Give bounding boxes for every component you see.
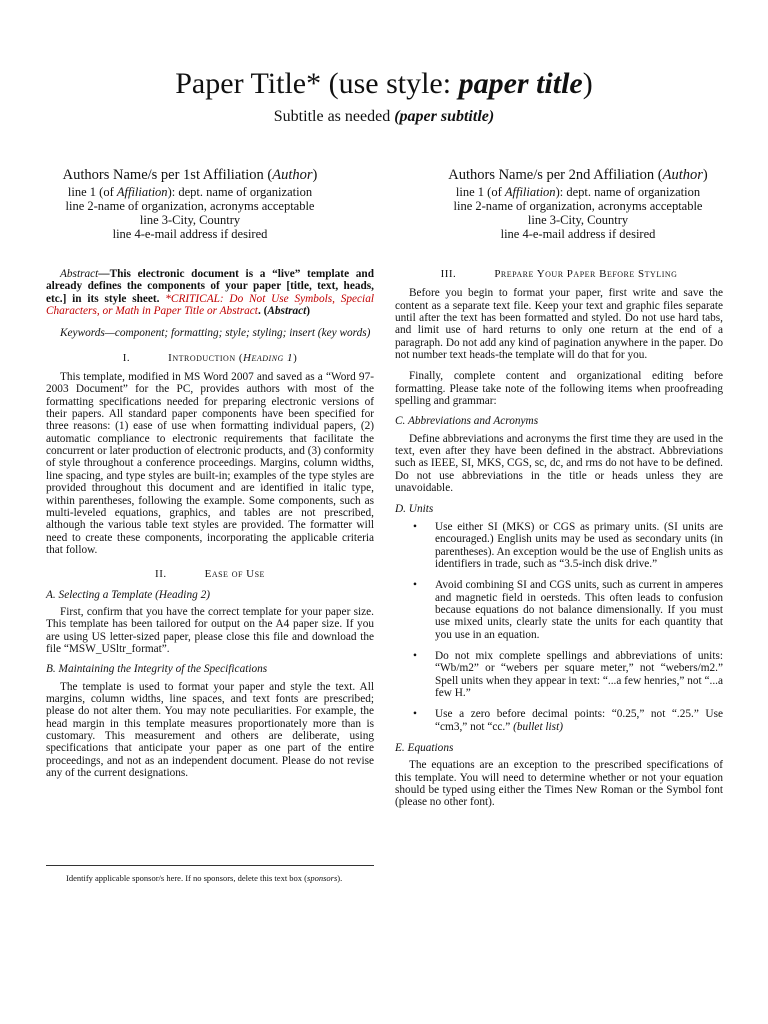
- keywords: Keywords—component; formatting; style; styling; insert (key words): [60, 327, 371, 340]
- author-block-1: [20, 166, 360, 241]
- units-bullet-list: [395, 521, 723, 733]
- section-heading-3: III. Prepare Your Paper Before Styling: [440, 268, 678, 280]
- right-column: [395, 268, 723, 809]
- section-heading-2: II. Ease of Use: [155, 568, 265, 581]
- subsection-heading-c: C. Abbreviations and Acronyms: [395, 415, 539, 428]
- left-column: [46, 268, 374, 779]
- author-line-3: line 3-City, Country: [527, 213, 629, 227]
- abbreviations-paragraph: Define abbreviations and acronyms the first time they are used in the text, even after they have been defined in the abstract. Abbreviations such as IEEE, SI, MKS, CGS, sc, dc, and rms do not have to be defined. Do not use abbreviations in the title or heads unless they are unavoidable.: [395, 432, 723, 495]
- subsection-heading-a: A. Selecting a Template (Heading 2): [46, 588, 210, 601]
- footnote-divider: [46, 865, 374, 866]
- author-block-2: [408, 166, 748, 241]
- list-item: • Avoid combining SI and CGS units, such as current in amperes and magnetic field in oersteds. This often leads to confusion because equations do not balance dimensionally. If you must use mixed units, clearly state the units for each quantity that you use in an equation.: [413, 579, 723, 641]
- author-line-2: line 2-name of organization, acronyms acceptable: [453, 199, 703, 213]
- sponsor-footnote: Identify applicable sponsor/s here. If no sponsors, delete this text box (sponsors).: [66, 873, 343, 883]
- intro-paragraph: This template, modified in MS Word 2007 and saved as a “Word 97-2003 Document” for the PC, provides authors with most of the formatting specifications needed for preparing electronic versions of their papers. All standard paper components have been specified for three reasons: (1) ease of use when formatting individual papers, (2) automatic compliance to electronic requirements that facilitate the concurrent or later production of electronic products, and (3) conformity of style throughout a conference proceedings. Margins, column widths, line spacing, and type styles are built-in; examples of the type styles are provided throughout this document and are identified in italic type, within parentheses, following the example. Some components, such as multi-leveled equations, graphics, and tables are not prescribed, although the various table text styles are provided. The formatter will need to create these components, incorporating the applicable criteria that follow.: [46, 371, 374, 556]
- prepare-paragraph-2: Finally, complete content and organizational editing before formatting. Please take note of the following items when proofreading spelling and grammar:: [395, 370, 723, 408]
- subsection-heading-e: E. Equations: [395, 742, 454, 754]
- author-name: Authors Name/s per 2nd Affiliation (Author): [448, 167, 708, 183]
- list-item: • Use a zero before decimal points: “0.25,” not “.25.” Use “cm3,” not “cc.” (bullet list): [413, 708, 723, 733]
- author-name: Authors Name/s per 1st Affiliation (Author): [62, 167, 318, 183]
- prepare-paragraph-1: Before you begin to format your paper, first write and save the content as a separate text file. Keep your text and graphic files separate until after the text has been formatted and styled. Do not use hard tabs, and limit use of hard returns to only one return at the end of a paragraph. Do not add any kind of pagination anywhere in the paper. Do not number text heads-the template will do that for you.: [395, 287, 723, 362]
- author-line-4: line 4-e-mail address if desired: [112, 227, 268, 241]
- author-line-2: line 2-name of organization, acronyms acceptable: [65, 199, 315, 213]
- list-item: • Use either SI (MKS) or CGS as primary units. (SI units are encouraged.) English units may be used as secondary units (in parentheses). An exception would be the use of English units as identifiers in trade, such as “3.5-inch disk drive.”: [413, 520, 723, 570]
- bullet-icon: •: [413, 520, 417, 533]
- paper-subtitle: [0, 107, 768, 127]
- paper-title: [0, 64, 768, 104]
- bullet-icon: •: [413, 579, 417, 592]
- bullet-icon: •: [413, 649, 417, 662]
- subsection-heading-d: D. Units: [395, 502, 434, 515]
- title-text: Paper Title* (use style:: [175, 67, 459, 100]
- abstract-critical-note: *CRITICAL: Do Not Use Symbols, Special Characters, or Math in Paper Title or Abstract: [46, 292, 374, 318]
- list-item: • Do not mix complete spellings and abbreviations of units: “Wb/m2” or “webers per square meter,” not “webers/m2.” Spell units when they appear in text: “...a few henries,” not “...a few H.”: [413, 649, 723, 699]
- subtitle-style-name: (paper subtitle): [394, 108, 495, 125]
- abstract: Abstract—This electronic document is a “live” template and already defines the components of your paper [title, text, heads, etc.] in its style sheet. *CRITICAL: Do Not Use Symbols, Special Characters, or Math in Paper Title or Abstract. (Abstract): [46, 268, 374, 318]
- subsection-heading-b: B. Maintaining the Integrity of the Specifications: [46, 663, 268, 676]
- author-line-4: line 4-e-mail address if desired: [500, 227, 656, 241]
- abstract-label: Abstract: [60, 268, 99, 280]
- bullet-icon: •: [413, 708, 417, 721]
- title-style-name: paper title: [458, 67, 583, 100]
- equations-paragraph: The equations are an exception to the prescribed specifications of this template. You will need to determine whether or not your equation should be typed using either the Times New Roman or the Symbol font (please no other font).: [395, 759, 723, 809]
- section-heading-1: I. Introduction (Heading 1): [122, 351, 298, 364]
- integrity-paragraph: The template is used to format your paper and style the text. All margins, column widths, line spaces, and text fonts are prescribed; please do not alter them. You may note peculiarities. For example, the head margin in this template measures proportionately more than is customary. This measurement and others are deliberate, using specifications that anticipate your paper as one part of the entire proceedings, and not as an independent document. Please do not revise any of the current designations.: [46, 680, 374, 780]
- template-paragraph: First, confirm that you have the correct template for your paper size. This template has been tailored for output on the A4 paper size. If you are using US letter-sized paper, please close this file and download the file “MSW_USltr_format”.: [46, 605, 374, 655]
- author-line-3: line 3-City, Country: [139, 213, 241, 227]
- abstract-body: This electronic document is a “live” template and already defines the components of your paper [title, text, heads, etc.] in its style sheet.: [46, 268, 374, 305]
- subtitle-text: Subtitle as needed: [273, 108, 395, 125]
- title-close: ): [582, 67, 593, 100]
- author-line-1: line 1 (of Affiliation): dept. name of organization: [455, 185, 701, 199]
- author-line-1: line 1 (of Affiliation): dept. name of organization: [67, 185, 313, 199]
